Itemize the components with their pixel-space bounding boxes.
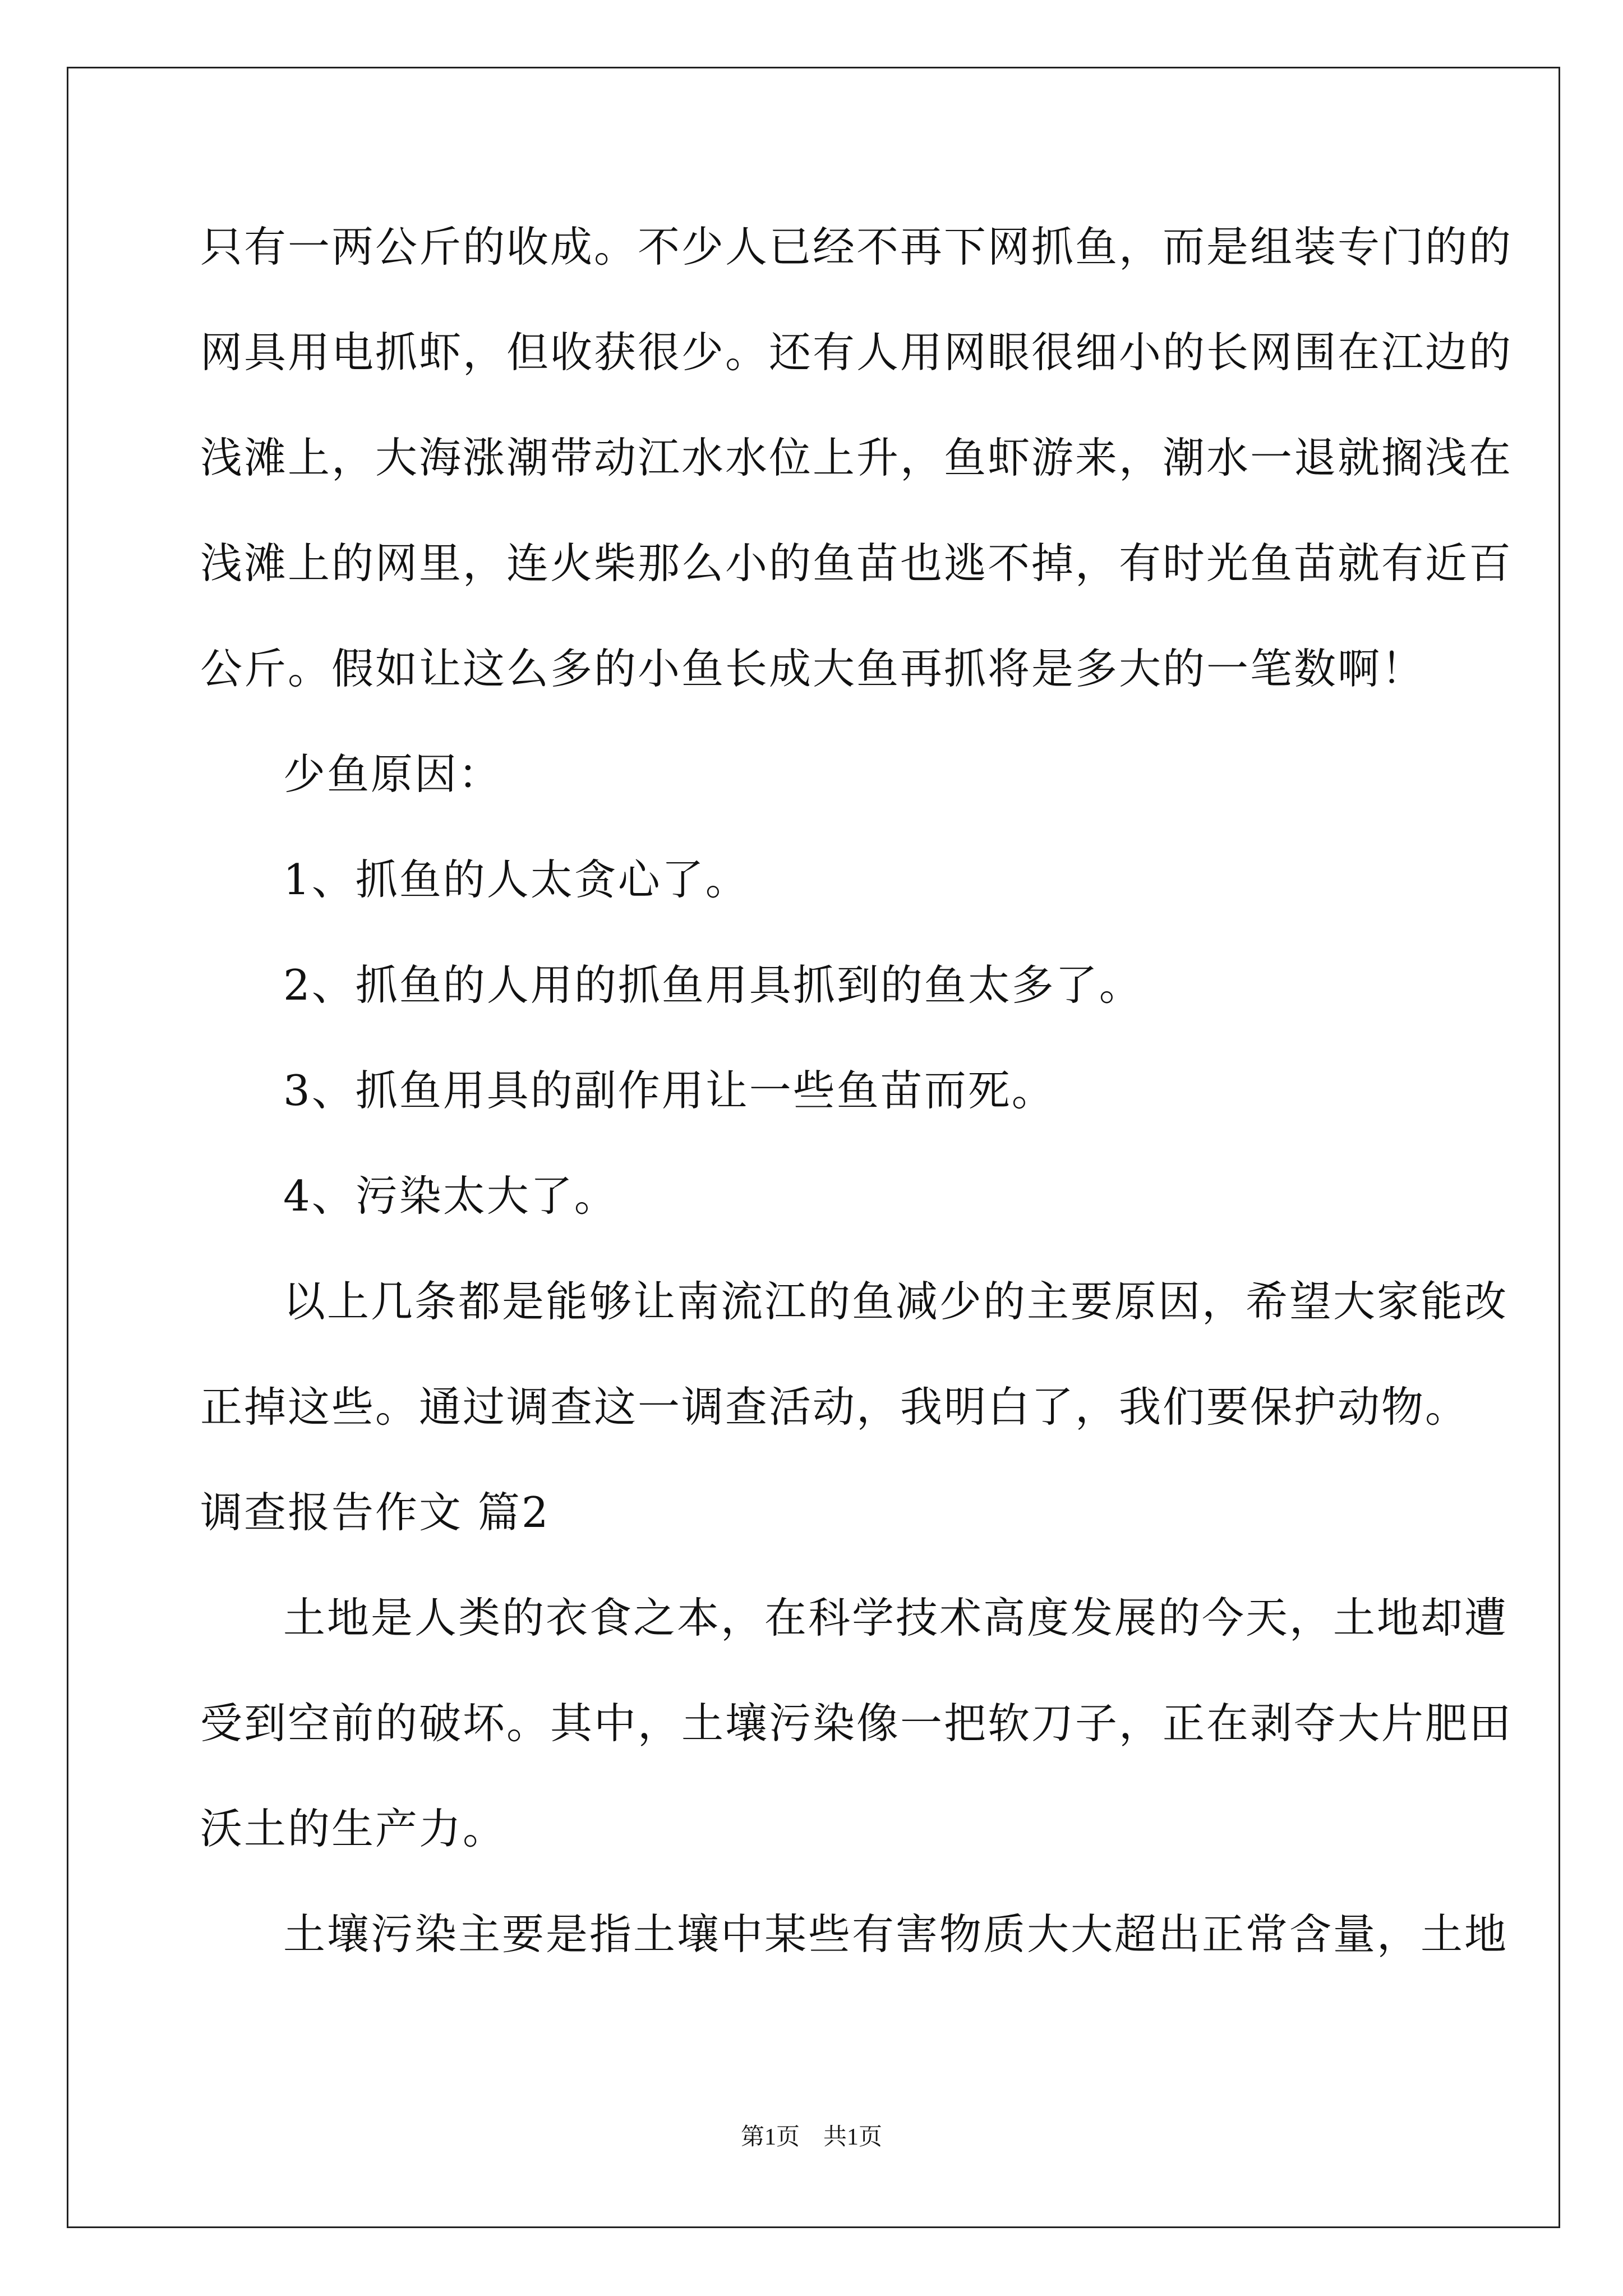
paragraph-line: 正掉这些。通过调查这一调查活动，我明白了，我们要保护动物。 [200,1382,1469,1432]
paragraph-line: 只有一两公斤的收成。不少人已经不再下网抓鱼，而是组装专门的的 [200,222,1513,272]
list-item: 4、污染太大了。 [283,1171,618,1221]
list-item: 2、抓鱼的人用的抓鱼用具抓到的鱼太多了。 [283,960,1143,1010]
paragraph-line: 浅滩上的网里，连火柴那么小的鱼苗也逃不掉，有时光鱼苗就有近百 [200,539,1513,588]
page-border [67,67,1560,2228]
paragraph-line: 受到空前的破坏。其中，土壤污染像一把软刀子，正在剥夺大片肥田 [200,1699,1513,1748]
paragraph-line: 沃土的生产力。 [200,1804,507,1853]
paragraph-line: 公斤。假如让这么多的小鱼长成大鱼再抓将是多大的一笔数啊！ [200,644,1426,693]
paragraph-line: 土地是人类的衣食之本，在科学技术高度发展的今天，土地却遭 [283,1593,1509,1642]
paragraph-line: 土壤污染主要是指土壤中某些有害物质大大超出正常含量，土地 [283,1910,1509,1959]
page-number-footer: 第1页 共1页 [740,2124,882,2150]
article-title: 调查报告作文 篇2 [200,1488,550,1537]
section-heading: 少鱼原因： [283,749,502,799]
list-item: 1、抓鱼的人太贪心了。 [283,855,749,904]
paragraph-line: 浅滩上，大海涨潮带动江水水位上升，鱼虾游来，潮水一退就搁浅在 [200,433,1513,482]
paragraph-line: 以上几条都是能够让南流江的鱼减少的主要原因，希望大家能改 [283,1277,1509,1326]
list-item: 3、抓鱼用具的副作用让一些鱼苗而死。 [283,1066,1055,1115]
paragraph-line: 网具用电抓虾，但收获很少。还有人用网眼很细小的长网围在江边的 [200,328,1513,377]
